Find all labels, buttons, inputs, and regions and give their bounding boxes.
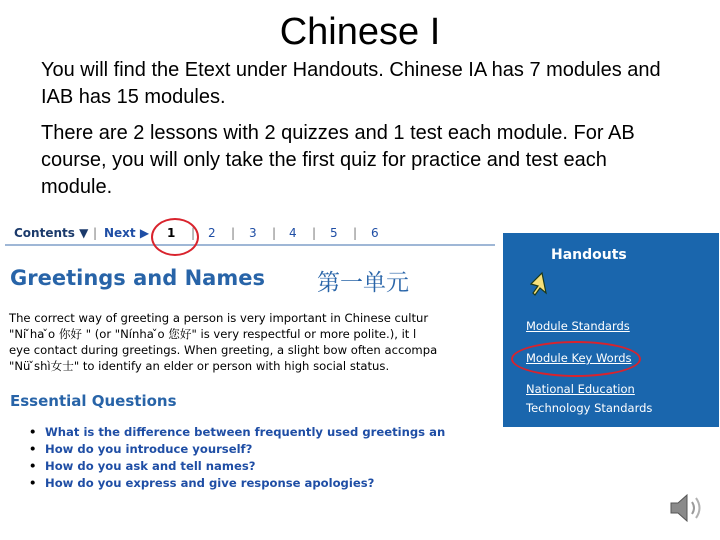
page-link-4[interactable]: 4 (289, 226, 297, 240)
nav-separator: | (93, 226, 98, 240)
intro-line: eye contact during greetings. When greeting, a slight bow often accompa (9, 343, 438, 357)
question-link[interactable]: • How do you ask and tell names? (29, 458, 445, 475)
page-link-5[interactable]: 5 (330, 226, 338, 240)
lesson-title: Greetings and Names (10, 266, 265, 290)
contents-menu[interactable]: Contents ▼ (14, 226, 89, 240)
intro-line: "Nü ̌shì女士" to identify an elder or person with high social status. (9, 359, 390, 373)
handouts-panel (503, 233, 719, 427)
page-link-1[interactable]: 1 (167, 226, 176, 240)
lesson-title-chinese: 第一单元 (317, 270, 409, 296)
cursor-arrow-icon (530, 271, 548, 297)
module-standards-link[interactable]: Module Standards (526, 319, 630, 333)
question-link[interactable]: • How do you express and give response apologies? (29, 475, 445, 490)
page-link-6[interactable]: 6 (371, 226, 379, 240)
module-key-words-link[interactable]: Module Key Words (526, 351, 632, 365)
intro-line: The correct way of greeting a person is very important in Chinese cultur (9, 311, 429, 325)
lesson-navbar (5, 222, 495, 246)
question-link[interactable]: • What is the difference between frequently used greetings an (29, 424, 445, 441)
slide-title: Chinese I (279, 11, 441, 53)
nav-separator: | (272, 226, 277, 240)
intro-line: "Ni ̌ha ̌o 你好 " (or "Nínha ̌o 您好" is very respectful or more polite.), it l (9, 327, 417, 341)
question-link[interactable]: • How do you introduce yourself? (29, 441, 445, 458)
nav-separator: | (353, 226, 358, 240)
slide-paragraph-etext: You will find the Etext under Handouts. Chinese IA has 7 modules and IAB has 15 modules. (41, 59, 661, 108)
technology-standards-label[interactable]: Technology Standards (526, 401, 653, 415)
highlight-circle-key-words (511, 341, 641, 377)
lesson-screenshot (5, 218, 495, 490)
speaker-icon[interactable] (668, 490, 708, 526)
lesson-intro (9, 310, 495, 374)
national-education-link[interactable]: National Education (526, 382, 635, 396)
nav-separator: | (312, 226, 317, 240)
page-link-2[interactable]: 2 (208, 226, 216, 240)
next-button[interactable]: Next ▶ (104, 226, 150, 240)
slide-paragraph-lessons: There are 2 lessons with 2 quizzes and 1 test each module. For AB course, you will only take the first quiz for practice and test each module. (41, 122, 635, 198)
handouts-title: Handouts (551, 247, 627, 263)
nav-separator: | (191, 226, 196, 240)
nav-separator: | (231, 226, 236, 240)
highlight-circle-page-1 (151, 218, 199, 256)
essential-questions-heading: Essential Questions (10, 392, 177, 410)
essential-questions-list (29, 424, 445, 490)
page-link-3[interactable]: 3 (249, 226, 257, 240)
